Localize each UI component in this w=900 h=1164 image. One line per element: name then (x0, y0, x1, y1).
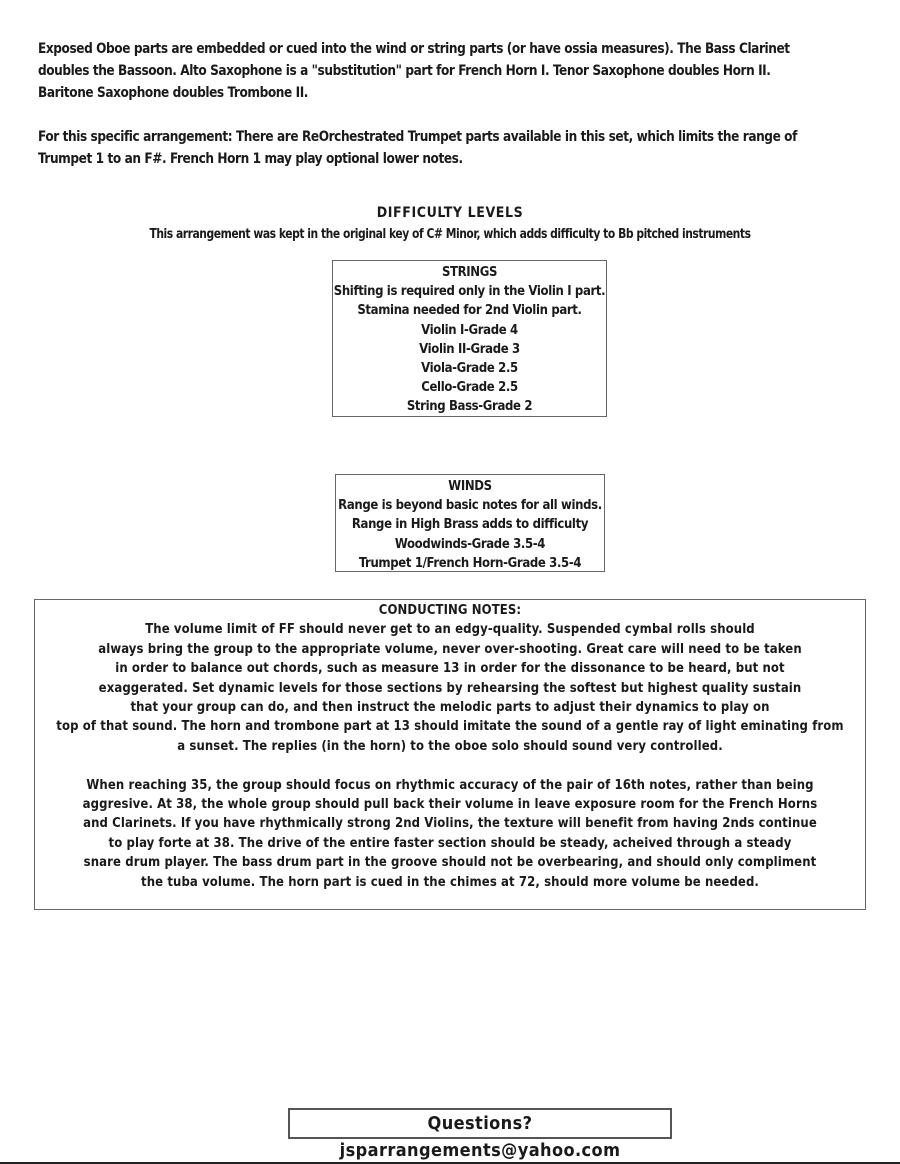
woodwinds-label: Woodwinds (394, 536, 468, 552)
strings-line: Violin I-Grade 4 (421, 322, 518, 338)
conducting-line: The volume limit of FF should never get to an edgy-quality. Suspended cymbal rolls should (145, 622, 755, 638)
strings-line: Violin II-Grade 3 (419, 341, 520, 357)
conducting-paragraph-1 (35, 620, 865, 756)
strings-line: Cello-Grade 2.5 (421, 380, 518, 396)
intro-text-2: For this specific arrangement: There are ReOrchestrated Trumpet parts available in this set, which limits the range of Trumpet 1 to an F#. French Horn 1 may play optional lower notes. (38, 129, 797, 167)
winds-line: Range is beyond basic notes for all winds. (338, 498, 602, 514)
conducting-line: and Clarinets. If you have rhythmically strong 2nd Violins, the texture will benefit from having 2nds continue (83, 816, 817, 832)
conducting-line: exaggerated. Set dynamic levels for those sections by rehearsing the softest but highest quality sustain (98, 680, 802, 696)
conducting-line: in order to balance out chords, such as measure 13 in order for the dissonance to be heard, but not (115, 661, 785, 677)
conducting-line: aggresive. At 38, the whole group should pull back their volume in leave exposure room for the French Horns (82, 797, 818, 813)
conducting-line: to play forte at 38. The drive of the entire faster section should be steady, acheived through a steady (108, 835, 792, 851)
conducting-line: that your group can do, and then instruct the melodic parts to adjust their dynamics to play on (130, 700, 770, 716)
strings-line: Stamina needed for 2nd Violin part. (357, 303, 582, 319)
strings-line: Shifting is required only in the Violin I part. (333, 284, 606, 300)
intro-paragraph-instrumentation (38, 38, 810, 104)
strings-line: String Bass-Grade 2 (406, 399, 533, 415)
winds-brass-line (336, 554, 604, 573)
conducting-notes-box (34, 599, 866, 910)
difficulty-subtitle: This arrangement was kept in the original key of C# Minor, which adds difficulty to Bb pitched instruments (149, 227, 751, 242)
winds-woodwinds-line (336, 535, 604, 554)
strings-title: STRINGS (441, 265, 498, 280)
strings-difficulty-box (332, 260, 607, 417)
winds-title: WINDS (448, 479, 492, 494)
conducting-line: a sunset. The replies (in the horn) to the oboe solo should sound very controlled. (177, 738, 723, 754)
conducting-line: top of that sound. The horn and trombone part at 13 should imitate the sound of a gentle ray of light eminating from (56, 719, 844, 735)
conducting-line: snare drum player. The bass drum part in the groove should not be overbearing, and should only compliment (83, 855, 817, 871)
difficulty-heading: DIFFICULTY LEVELS (376, 205, 524, 221)
intro-text-1: Exposed Oboe parts are embedded or cued into the wind or string parts (or have ossia measures). The Bass Clarinet doubles the Bassoon. Alto Saxophone is a "substitution" part for French Horn I. Tenor Saxophone doubles Horn II. Baritone Saxophone doubles Trombone II. (38, 41, 790, 101)
winds-line: Range in High Brass adds to difficulty (351, 517, 589, 533)
conducting-line: When reaching 35, the group should focus on rhythmic accuracy of the pair of 16th notes, rather than being (86, 777, 814, 793)
intro-paragraph-arrangement (38, 126, 810, 170)
conducting-line: the tuba volume. The horn part is cued in the chimes at 72, should more volume be needed. (141, 874, 759, 890)
brass-label: Trumpet 1/French Horn (358, 555, 504, 571)
contact-email-box: Questions? jsparrangements@yahoo.com (288, 1108, 672, 1139)
conducting-title: CONDUCTING NOTES: (378, 603, 522, 618)
woodwinds-grade: -Grade 3.5-4 (467, 536, 546, 552)
strings-line: Viola-Grade 2.5 (421, 361, 518, 377)
brass-grade: -Grade 3.5-4 (503, 555, 582, 571)
conducting-paragraph-2 (35, 776, 865, 892)
conducting-line: always bring the group to the appropriate volume, never over-shooting. Great care will need to be taken (98, 641, 802, 657)
winds-difficulty-box (335, 474, 605, 572)
